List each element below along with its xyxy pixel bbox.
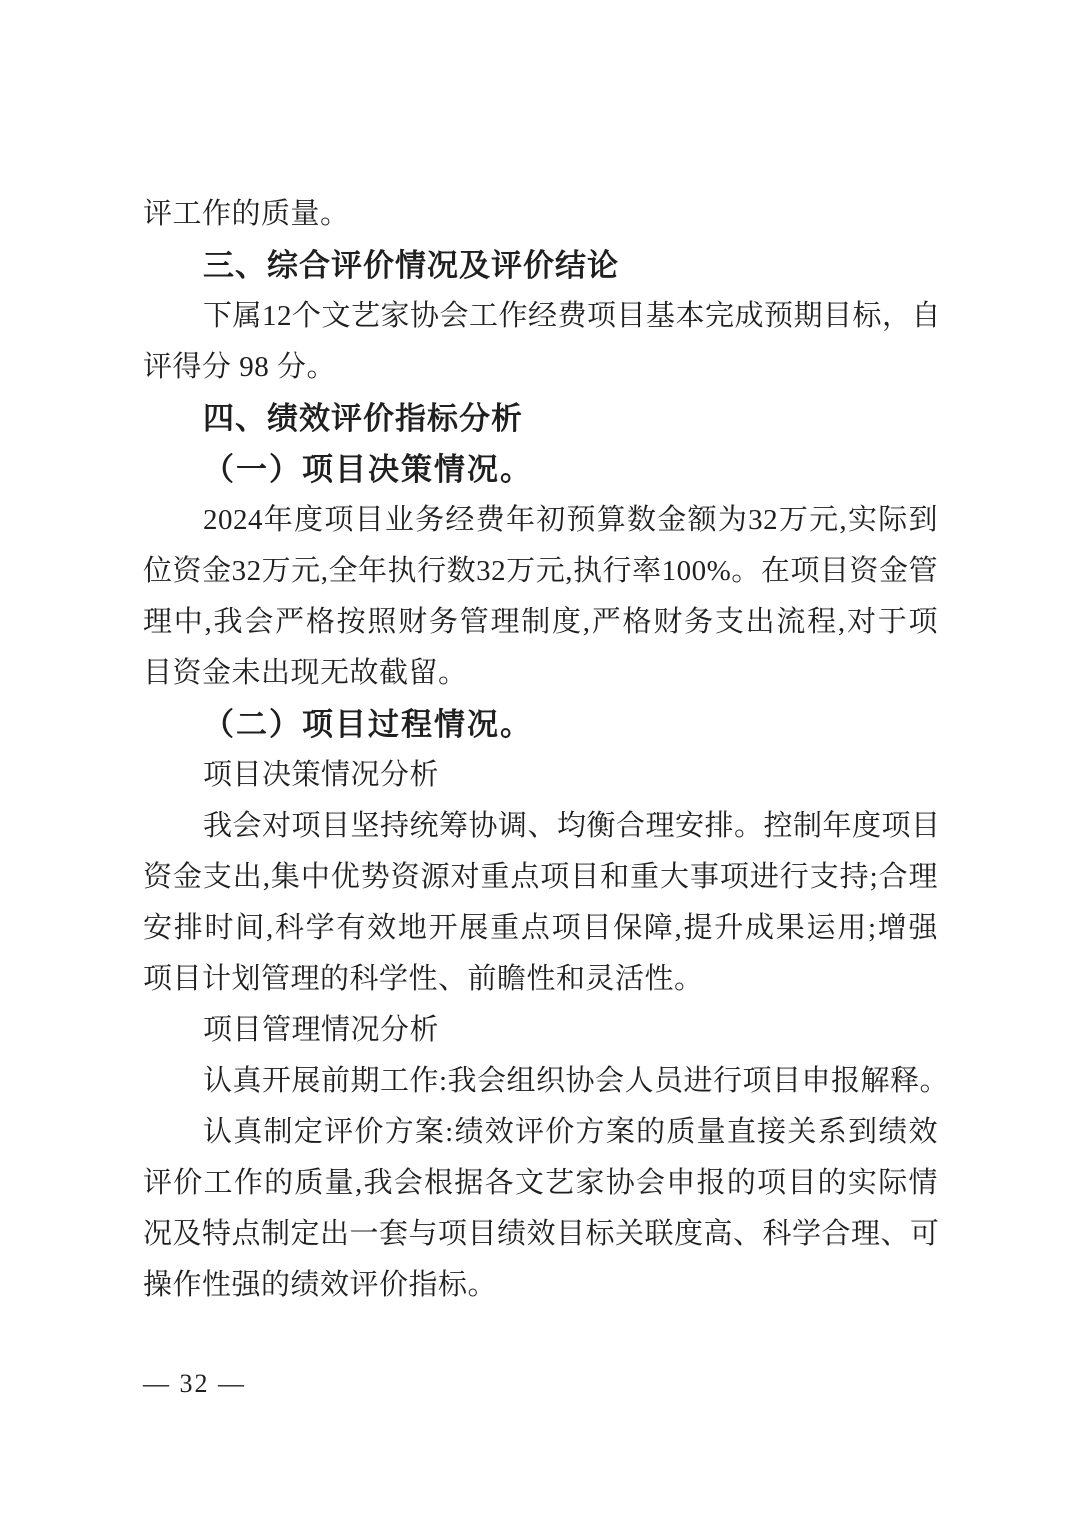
text-line: 位资金32万元,全年执行数32万元,执行率100%。在项目资金管 bbox=[143, 555, 938, 587]
heading-line: 四、绩效评价指标分析 bbox=[203, 401, 523, 436]
text-line: 2024年度项目业务经费年初预算数金额为32万元,实际到 bbox=[203, 504, 938, 536]
text-line: 目资金未出现无故截留。 bbox=[143, 657, 468, 689]
heading-line: （二）项目过程情况。 bbox=[203, 707, 533, 742]
text-line: 评得分 98 分。 bbox=[143, 351, 337, 383]
page-number: — 32 — bbox=[143, 1369, 246, 1398]
document-body bbox=[143, 189, 950, 1311]
text-line: 评工作的质量。 bbox=[143, 198, 350, 230]
text-line: 况及特点制定出一套与项目绩效目标关联度高、科学合理、可 bbox=[143, 1218, 940, 1250]
text-line: 认真制定评价方案:绩效评价方案的质量直接关系到绩效 bbox=[203, 1116, 938, 1148]
text-line: 认真开展前期工作:我会组织协会人员进行项目申报解释。 bbox=[203, 1065, 950, 1097]
text-line: 资金支出,集中优势资源对重点项目和重大事项进行支持;合理 bbox=[143, 861, 938, 893]
text-line: 项目计划管理的科学性、前瞻性和灵活性。 bbox=[143, 963, 704, 995]
heading-line: （一）项目决策情况。 bbox=[203, 452, 533, 487]
text-line: 安排时间,科学有效地开展重点项目保障,提升成果运用;增强 bbox=[143, 912, 938, 944]
heading-line: 三、综合评价情况及评价结论 bbox=[203, 248, 619, 283]
text-line: 下属12个文艺家协会工作经费项目基本完成预期目标，自 bbox=[203, 300, 942, 332]
text-line: 我会对项目坚持统筹协调、均衡合理安排。控制年度项目 bbox=[203, 810, 941, 842]
text-line: 项目管理情况分析 bbox=[203, 1014, 440, 1046]
text-line: 操作性强的绩效评价指标。 bbox=[143, 1269, 498, 1301]
text-line: 项目决策情况分析 bbox=[203, 759, 440, 791]
text-line: 评价工作的质量,我会根据各文艺家协会申报的项目的实际情 bbox=[143, 1167, 938, 1199]
text-line: 理中,我会严格按照财务管理制度,严格财务支出流程,对于项 bbox=[143, 606, 938, 638]
